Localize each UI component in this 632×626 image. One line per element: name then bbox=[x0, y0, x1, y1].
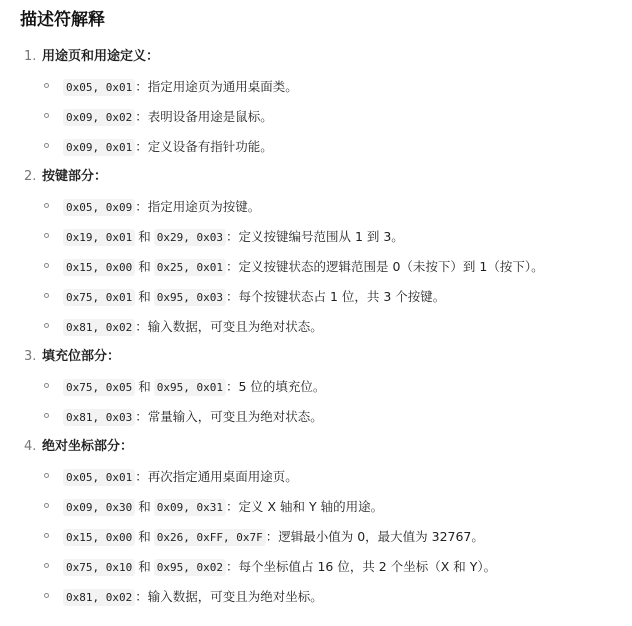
connector-text: 和 bbox=[138, 529, 151, 544]
hex-code: 0x75, 0x10 bbox=[63, 559, 135, 576]
section bbox=[20, 42, 632, 162]
section bbox=[20, 432, 632, 612]
bullet-icon bbox=[44, 533, 49, 538]
item-description: ：指定用途页为按键。 bbox=[135, 199, 261, 214]
hex-code: 0x15, 0x00 bbox=[63, 529, 135, 546]
hex-code: 0x19, 0x01 bbox=[63, 229, 135, 246]
bullet-icon bbox=[44, 503, 49, 508]
bullet-icon bbox=[44, 143, 49, 148]
item-content bbox=[63, 462, 298, 493]
bullet-icon bbox=[44, 113, 49, 118]
list-item bbox=[20, 132, 632, 162]
item-description: ：定义按键状态的逻辑范围是 0（未按下）到 1（按下）。 bbox=[225, 259, 544, 274]
item-content bbox=[63, 192, 260, 223]
item-content bbox=[63, 222, 404, 253]
list-item bbox=[20, 312, 632, 342]
item-content bbox=[63, 522, 484, 553]
hex-code: 0x81, 0x03 bbox=[63, 409, 135, 426]
section bbox=[20, 342, 632, 432]
list-item bbox=[20, 492, 632, 522]
hex-code: 0x25, 0x01 bbox=[154, 259, 226, 276]
list-item bbox=[20, 222, 632, 252]
bullet-icon bbox=[44, 383, 49, 388]
connector-text: 和 bbox=[138, 289, 151, 304]
bullet-icon bbox=[44, 563, 49, 568]
section-heading bbox=[20, 342, 632, 372]
section-title: 按键部分： bbox=[42, 169, 108, 184]
section-heading bbox=[20, 42, 632, 72]
bullet-icon bbox=[44, 413, 49, 418]
list-item bbox=[20, 72, 632, 102]
section bbox=[20, 162, 632, 342]
list-item bbox=[20, 252, 632, 282]
item-content bbox=[63, 372, 325, 403]
connector-text: 和 bbox=[138, 229, 151, 244]
hex-code: 0x95, 0x02 bbox=[154, 559, 226, 576]
hex-code: 0x09, 0x30 bbox=[63, 499, 135, 516]
item-description: ：输入数据，可变且为绝对状态。 bbox=[135, 319, 323, 334]
hex-code: 0x09, 0x31 bbox=[154, 499, 226, 516]
list-item bbox=[20, 462, 632, 492]
item-description: ：每个按键状态占 1 位，共 3 个按键。 bbox=[225, 289, 446, 304]
section-title: 填充位部分： bbox=[42, 349, 121, 364]
list-item bbox=[20, 102, 632, 132]
hex-code: 0x81, 0x02 bbox=[63, 589, 135, 606]
item-description: ：定义设备有指针功能。 bbox=[135, 139, 273, 154]
connector-text: 和 bbox=[138, 499, 151, 514]
section-number: 3. bbox=[24, 349, 37, 364]
section-number: 2. bbox=[24, 169, 37, 184]
item-description: ：每个坐标值占 16 位，共 2 个坐标（X 和 Y）。 bbox=[225, 559, 497, 574]
bullet-icon bbox=[44, 233, 49, 238]
item-content bbox=[63, 132, 273, 163]
hex-code: 0x81, 0x02 bbox=[63, 319, 135, 336]
list-item bbox=[20, 522, 632, 552]
list-item bbox=[20, 552, 632, 582]
list-item bbox=[20, 372, 632, 402]
item-description: ：定义按键编号范围从 1 到 3。 bbox=[225, 229, 404, 244]
section-title: 绝对坐标部分： bbox=[42, 439, 134, 454]
item-content bbox=[63, 282, 445, 313]
item-content bbox=[63, 252, 544, 283]
item-description: ：5 位的填充位。 bbox=[225, 379, 326, 394]
section-number: 4. bbox=[24, 439, 37, 454]
item-content bbox=[63, 552, 496, 583]
item-description: ：常量输入，可变且为绝对状态。 bbox=[135, 409, 323, 424]
item-content bbox=[63, 402, 323, 433]
section-title: 用途页和用途定义： bbox=[42, 49, 160, 64]
item-description: ：定义 X 轴和 Y 轴的用途。 bbox=[225, 499, 384, 514]
hex-code: 0x05, 0x01 bbox=[63, 79, 135, 96]
list-item bbox=[20, 192, 632, 222]
connector-text: 和 bbox=[138, 559, 151, 574]
bullet-icon bbox=[44, 593, 49, 598]
section-heading bbox=[20, 162, 632, 192]
connector-text: 和 bbox=[138, 379, 151, 394]
item-content bbox=[63, 72, 298, 103]
item-content bbox=[63, 492, 383, 523]
item-description: ：输入数据，可变且为绝对坐标。 bbox=[135, 589, 323, 604]
hex-code: 0x09, 0x02 bbox=[63, 109, 135, 126]
item-description: ：逻辑最小值为 0，最大值为 32767。 bbox=[265, 529, 484, 544]
list-item bbox=[20, 402, 632, 432]
hex-code: 0x26, 0xFF, 0x7F bbox=[154, 529, 266, 546]
hex-code: 0x29, 0x03 bbox=[154, 229, 226, 246]
bullet-icon bbox=[44, 83, 49, 88]
bullet-icon bbox=[44, 473, 49, 478]
section-heading bbox=[20, 432, 632, 462]
hex-code: 0x75, 0x05 bbox=[63, 379, 135, 396]
hex-code: 0x09, 0x01 bbox=[63, 139, 135, 156]
connector-text: 和 bbox=[138, 259, 151, 274]
list-item bbox=[20, 582, 632, 612]
hex-code: 0x75, 0x01 bbox=[63, 289, 135, 306]
bullet-icon bbox=[44, 323, 49, 328]
hex-code: 0x95, 0x01 bbox=[154, 379, 226, 396]
hex-code: 0x15, 0x00 bbox=[63, 259, 135, 276]
hex-code: 0x05, 0x09 bbox=[63, 199, 135, 216]
hex-code: 0x05, 0x01 bbox=[63, 469, 135, 486]
bullet-icon bbox=[44, 203, 49, 208]
item-content bbox=[63, 102, 273, 133]
item-description: ：表明设备用途是鼠标。 bbox=[135, 109, 273, 124]
bullet-icon bbox=[44, 293, 49, 298]
item-content bbox=[63, 582, 323, 613]
section-number: 1. bbox=[24, 49, 37, 64]
section-list bbox=[20, 42, 632, 612]
item-description: ：再次指定通用桌面用途页。 bbox=[135, 469, 298, 484]
hex-code: 0x95, 0x03 bbox=[154, 289, 226, 306]
item-description: ：指定用途页为通用桌面类。 bbox=[135, 79, 298, 94]
page-title: 描述符解释 bbox=[20, 10, 105, 30]
bullet-icon bbox=[44, 263, 49, 268]
list-item bbox=[20, 282, 632, 312]
item-content bbox=[63, 312, 323, 343]
